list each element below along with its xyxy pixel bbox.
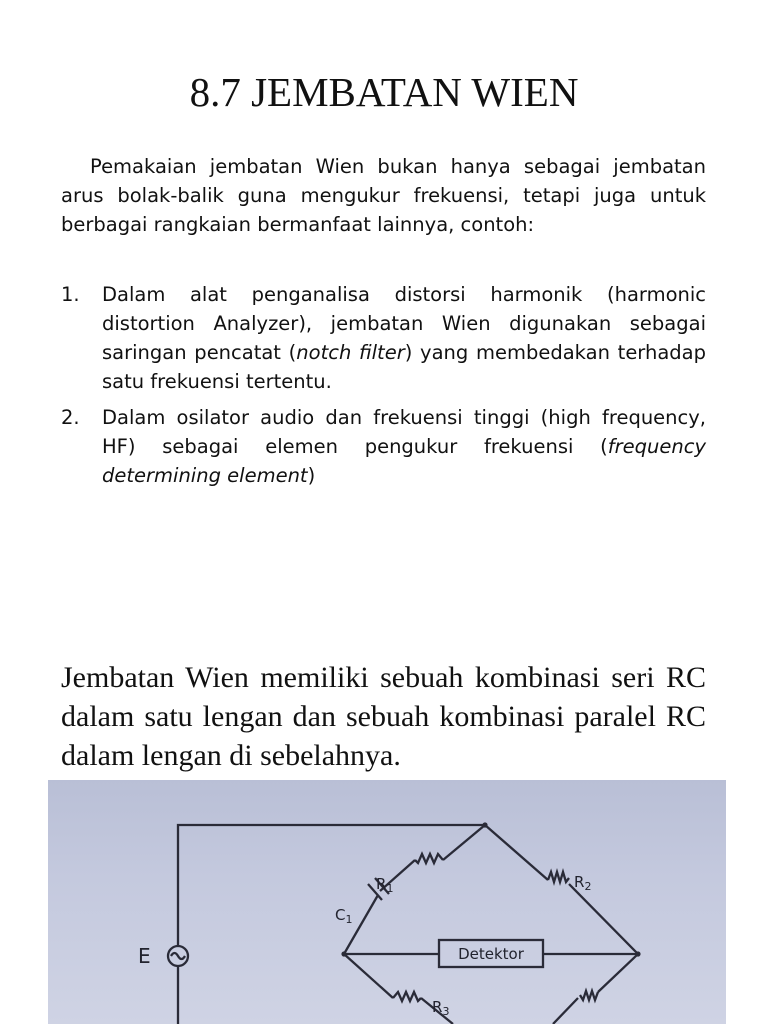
arm-top-left (443, 825, 485, 860)
wien-bridge-diagram (48, 780, 726, 1024)
list-text: Dalam alat penganalisa distorsi harmonik (harmonic distortion Analyzer), jembatan Wien digunakan sebagai saringan pencatat ( (102, 283, 706, 364)
list-item (61, 280, 706, 396)
r3-sub: 3 (442, 1005, 450, 1018)
list-italic-term: notch filter (296, 341, 405, 364)
r3-label (432, 998, 449, 1018)
r3-letter: R (432, 998, 443, 1016)
arm-bottom-right (598, 954, 638, 992)
source-label: E (138, 944, 151, 968)
list-number: 2. (61, 406, 80, 429)
r1-sub: 1 (386, 882, 394, 895)
page-title: 8.7 JEMBATAN WIEN (189, 69, 579, 115)
top-wire (178, 825, 485, 946)
circuit-diagram-photo (48, 780, 726, 1024)
detector-label: Detektor (458, 945, 524, 963)
arm-top-right (485, 825, 548, 880)
c1-sub: 1 (345, 913, 353, 926)
list-number: 1. (61, 283, 80, 306)
intro-paragraph: Pemakaian jembatan Wien bukan hanya sebagai jembatan arus bolak-balik guna mengukur frekuensi, tetapi juga untuk berbagai rangkaian bermanfaat lainnya, contoh: (61, 155, 706, 236)
list-item (61, 403, 706, 490)
r2-letter: R (574, 873, 585, 891)
resistor-r1 (415, 854, 443, 863)
list-italic-term: frequency determining element (102, 435, 706, 487)
resistor-r2 (548, 872, 569, 882)
list-text-end: ) (307, 464, 316, 487)
c1-letter: C (335, 906, 346, 924)
resistor-r4 (580, 991, 598, 1000)
r1-label (376, 875, 393, 895)
arm-bottom-left (344, 954, 393, 998)
resistor-r3 (393, 992, 421, 1001)
list-text-end: ) yang membedakan terhadap satu frekuensi tertentu. (102, 341, 706, 393)
description-paragraph: Jembatan Wien memiliki sebuah kombinasi seri RC dalam satu lengan dan sebuah kombinasi paralel RC dalam lengan di sebelahnya. (61, 661, 706, 772)
r1-letter: R (376, 875, 387, 893)
r2-sub: 2 (584, 880, 592, 893)
usage-list (61, 280, 706, 497)
list-text: Dalam osilator audio dan frekuensi tinggi (high frequency, HF) sebagai elemen pengukur frekuensi ( (102, 406, 706, 458)
c1-label (335, 906, 352, 926)
r2-label (574, 873, 591, 893)
